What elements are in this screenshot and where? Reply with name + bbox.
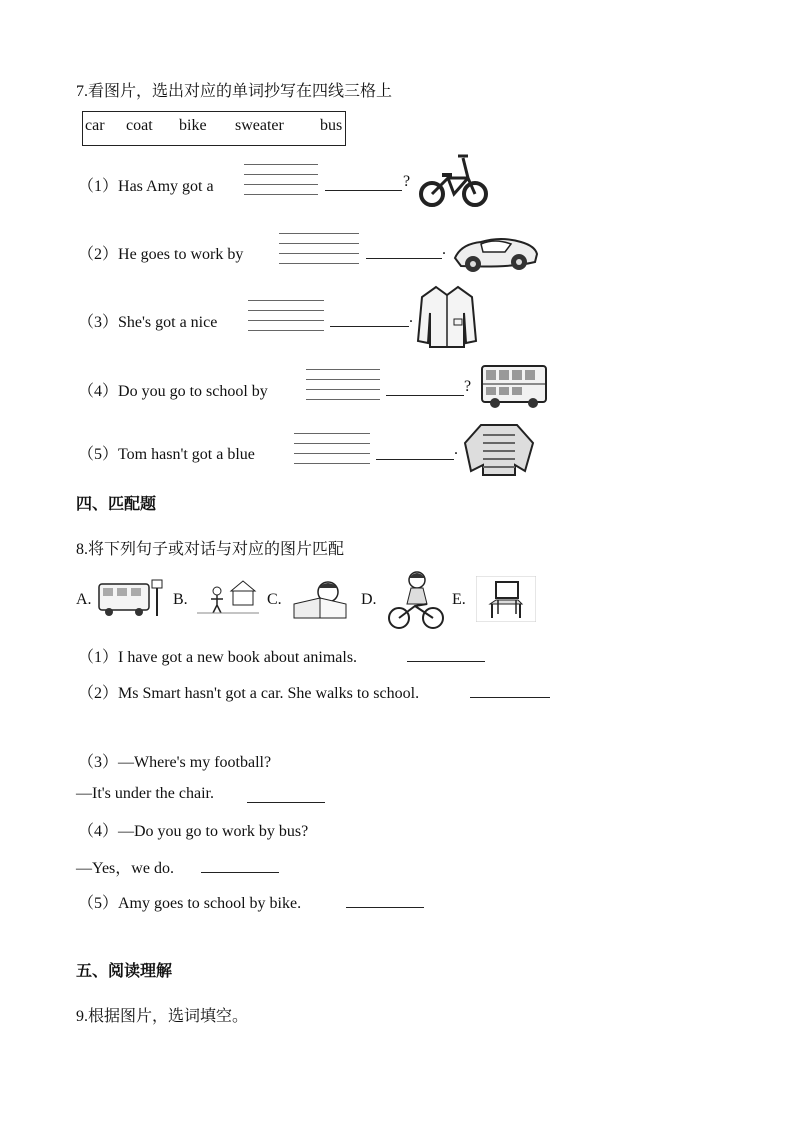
option-b-label: B. [173, 591, 188, 608]
answer-blank-2[interactable] [366, 258, 442, 259]
word-bus: bus [320, 117, 343, 134]
answer-blank-q8-2[interactable] [470, 697, 550, 698]
car-icon [451, 228, 539, 276]
word-sweater: sweater [235, 117, 284, 134]
q8-line-3b: —It's under the chair. [76, 785, 214, 802]
item-number: （3） [78, 314, 119, 331]
four-line-grid-2[interactable] [279, 233, 359, 265]
answer-blank-q8-1[interactable] [407, 661, 485, 662]
option-a-label: A. [76, 591, 92, 608]
answer-blank-1[interactable] [325, 190, 402, 191]
word-coat: coat [126, 117, 153, 134]
item-end: . [454, 441, 458, 458]
q7-item-4 [78, 378, 268, 401]
four-line-grid-1[interactable] [244, 164, 318, 196]
girl-riding-bike-icon [387, 568, 445, 630]
answer-blank-q8-4[interactable] [201, 872, 279, 873]
q7-item-2 [78, 241, 243, 264]
item-number: （1） [78, 178, 119, 195]
answer-blank-q8-5[interactable] [346, 907, 424, 908]
item-end: ? [464, 378, 472, 395]
sweater-icon [463, 421, 535, 477]
item-text: Has Amy got a [118, 178, 214, 195]
bus-icon [479, 362, 549, 410]
q7-item-1 [78, 173, 214, 196]
item-end: . [442, 241, 446, 258]
coat-icon [416, 283, 478, 349]
item-number: （5） [78, 446, 119, 463]
bike-icon [416, 148, 492, 212]
word-box [82, 111, 346, 146]
q8-title: 8.将下列句子或对话与对应的图片匹配 [76, 541, 345, 558]
q8-line-5: （5）Amy goes to school by bike. [78, 895, 302, 912]
item-end: ? [403, 173, 411, 190]
option-c-label: C. [267, 591, 282, 608]
q7-title: 7.看图片，选出对应的单词抄写在四线三格上 [76, 83, 393, 100]
item-number: （2） [78, 246, 119, 263]
four-line-grid-3[interactable] [248, 300, 324, 332]
word-car: car [85, 117, 105, 134]
four-line-grid-5[interactable] [294, 433, 370, 465]
q7-item-5 [78, 441, 255, 464]
walking-to-school-icon [197, 577, 259, 617]
q8-line-3: （3）—Where's my football? [78, 754, 272, 771]
q8-line-2: （2）Ms Smart hasn't got a car. She walks to school. [78, 685, 420, 702]
word-bike: bike [179, 117, 207, 134]
bus-stop-icon [97, 578, 165, 618]
answer-blank-q8-3[interactable] [247, 802, 325, 803]
item-number: （4） [78, 383, 119, 400]
option-e-label: E. [452, 591, 466, 608]
answer-blank-5[interactable] [376, 459, 454, 460]
reading-book-icon [292, 578, 352, 620]
q9-title: 9.根据图片，选词填空。 [76, 1008, 249, 1025]
q8-line-4b: —Yes，we do. [76, 860, 174, 877]
q8-line-1: （1）I have got a new book about animals. [78, 649, 358, 666]
option-d-label: D. [361, 591, 377, 608]
section-5-heading: 五、阅读理解 [76, 961, 173, 980]
item-end: . [409, 309, 413, 326]
q8-line-4: （4）—Do you go to work by bus? [78, 823, 309, 840]
chair-icon [476, 576, 536, 622]
four-line-grid-4[interactable] [306, 369, 380, 401]
item-text: Do you go to school by [118, 383, 268, 400]
answer-blank-3[interactable] [330, 326, 409, 327]
item-text: She's got a nice [118, 314, 218, 331]
item-text: He goes to work by [118, 246, 244, 263]
section-4-heading: 四、匹配题 [76, 494, 157, 513]
q7-item-3 [78, 309, 217, 332]
answer-blank-4[interactable] [386, 395, 464, 396]
item-text: Tom hasn't got a blue [118, 446, 255, 463]
